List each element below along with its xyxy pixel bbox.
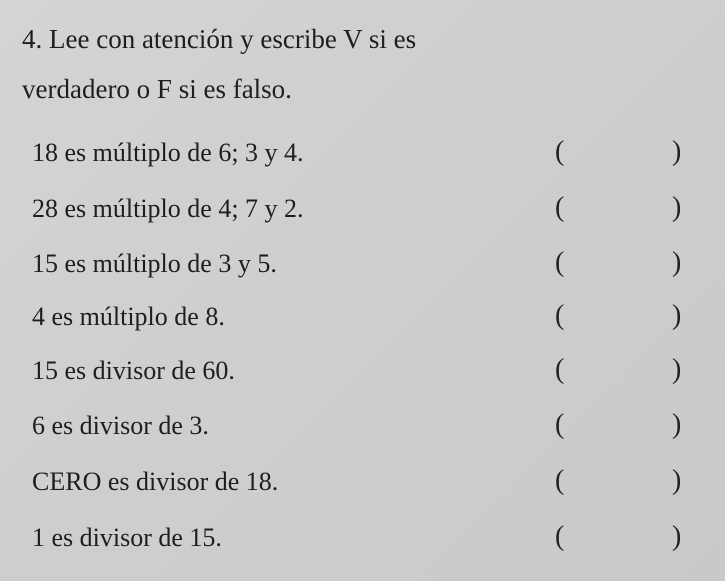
answer-close-paren: ) [672,300,682,331]
answer-close-paren: ) [672,192,682,223]
statement-row [32,356,702,396]
statement-text: 15 es divisor de 60. [32,356,235,385]
answer-open-paren: ( [555,409,565,440]
statement-row [32,302,702,342]
statement-text: 4 es múltiplo de 8. [32,302,225,331]
statement-text: 28 es múltiplo de 4; 7 y 2. [32,194,304,223]
answer-close-paren: ) [672,136,682,167]
answer-open-paren: ( [555,247,565,278]
exercise-title [22,14,622,114]
statement-text: 6 es divisor de 3. [32,411,209,440]
answer-open-paren: ( [555,300,565,331]
answer-open-paren: ( [555,354,565,385]
statement-row [32,194,702,234]
statement-text: CERO es divisor de 18. [32,467,279,496]
statement-row [32,467,702,507]
answer-close-paren: ) [672,354,682,385]
answer-open-paren: ( [555,465,565,496]
answer-close-paren: ) [672,465,682,496]
answer-open-paren: ( [555,192,565,223]
answer-close-paren: ) [672,409,682,440]
statement-row [32,138,702,178]
statement-text: 18 es múltiplo de 6; 3 y 4. [32,138,304,167]
answer-open-paren: ( [555,136,565,167]
statement-row [32,249,702,289]
answer-open-paren: ( [555,521,565,552]
answer-close-paren: ) [672,521,682,552]
statement-text: 15 es múltiplo de 3 y 5. [32,249,277,278]
exercise-title-line-1: 4. Lee con atención y escribe V si es [22,24,417,54]
answer-close-paren: ) [672,247,682,278]
statement-row [32,523,702,563]
exercise-title-line-2: verdadero o F si es falso. [22,74,292,104]
statement-row [32,411,702,451]
statement-text: 1 es divisor de 15. [32,523,222,552]
